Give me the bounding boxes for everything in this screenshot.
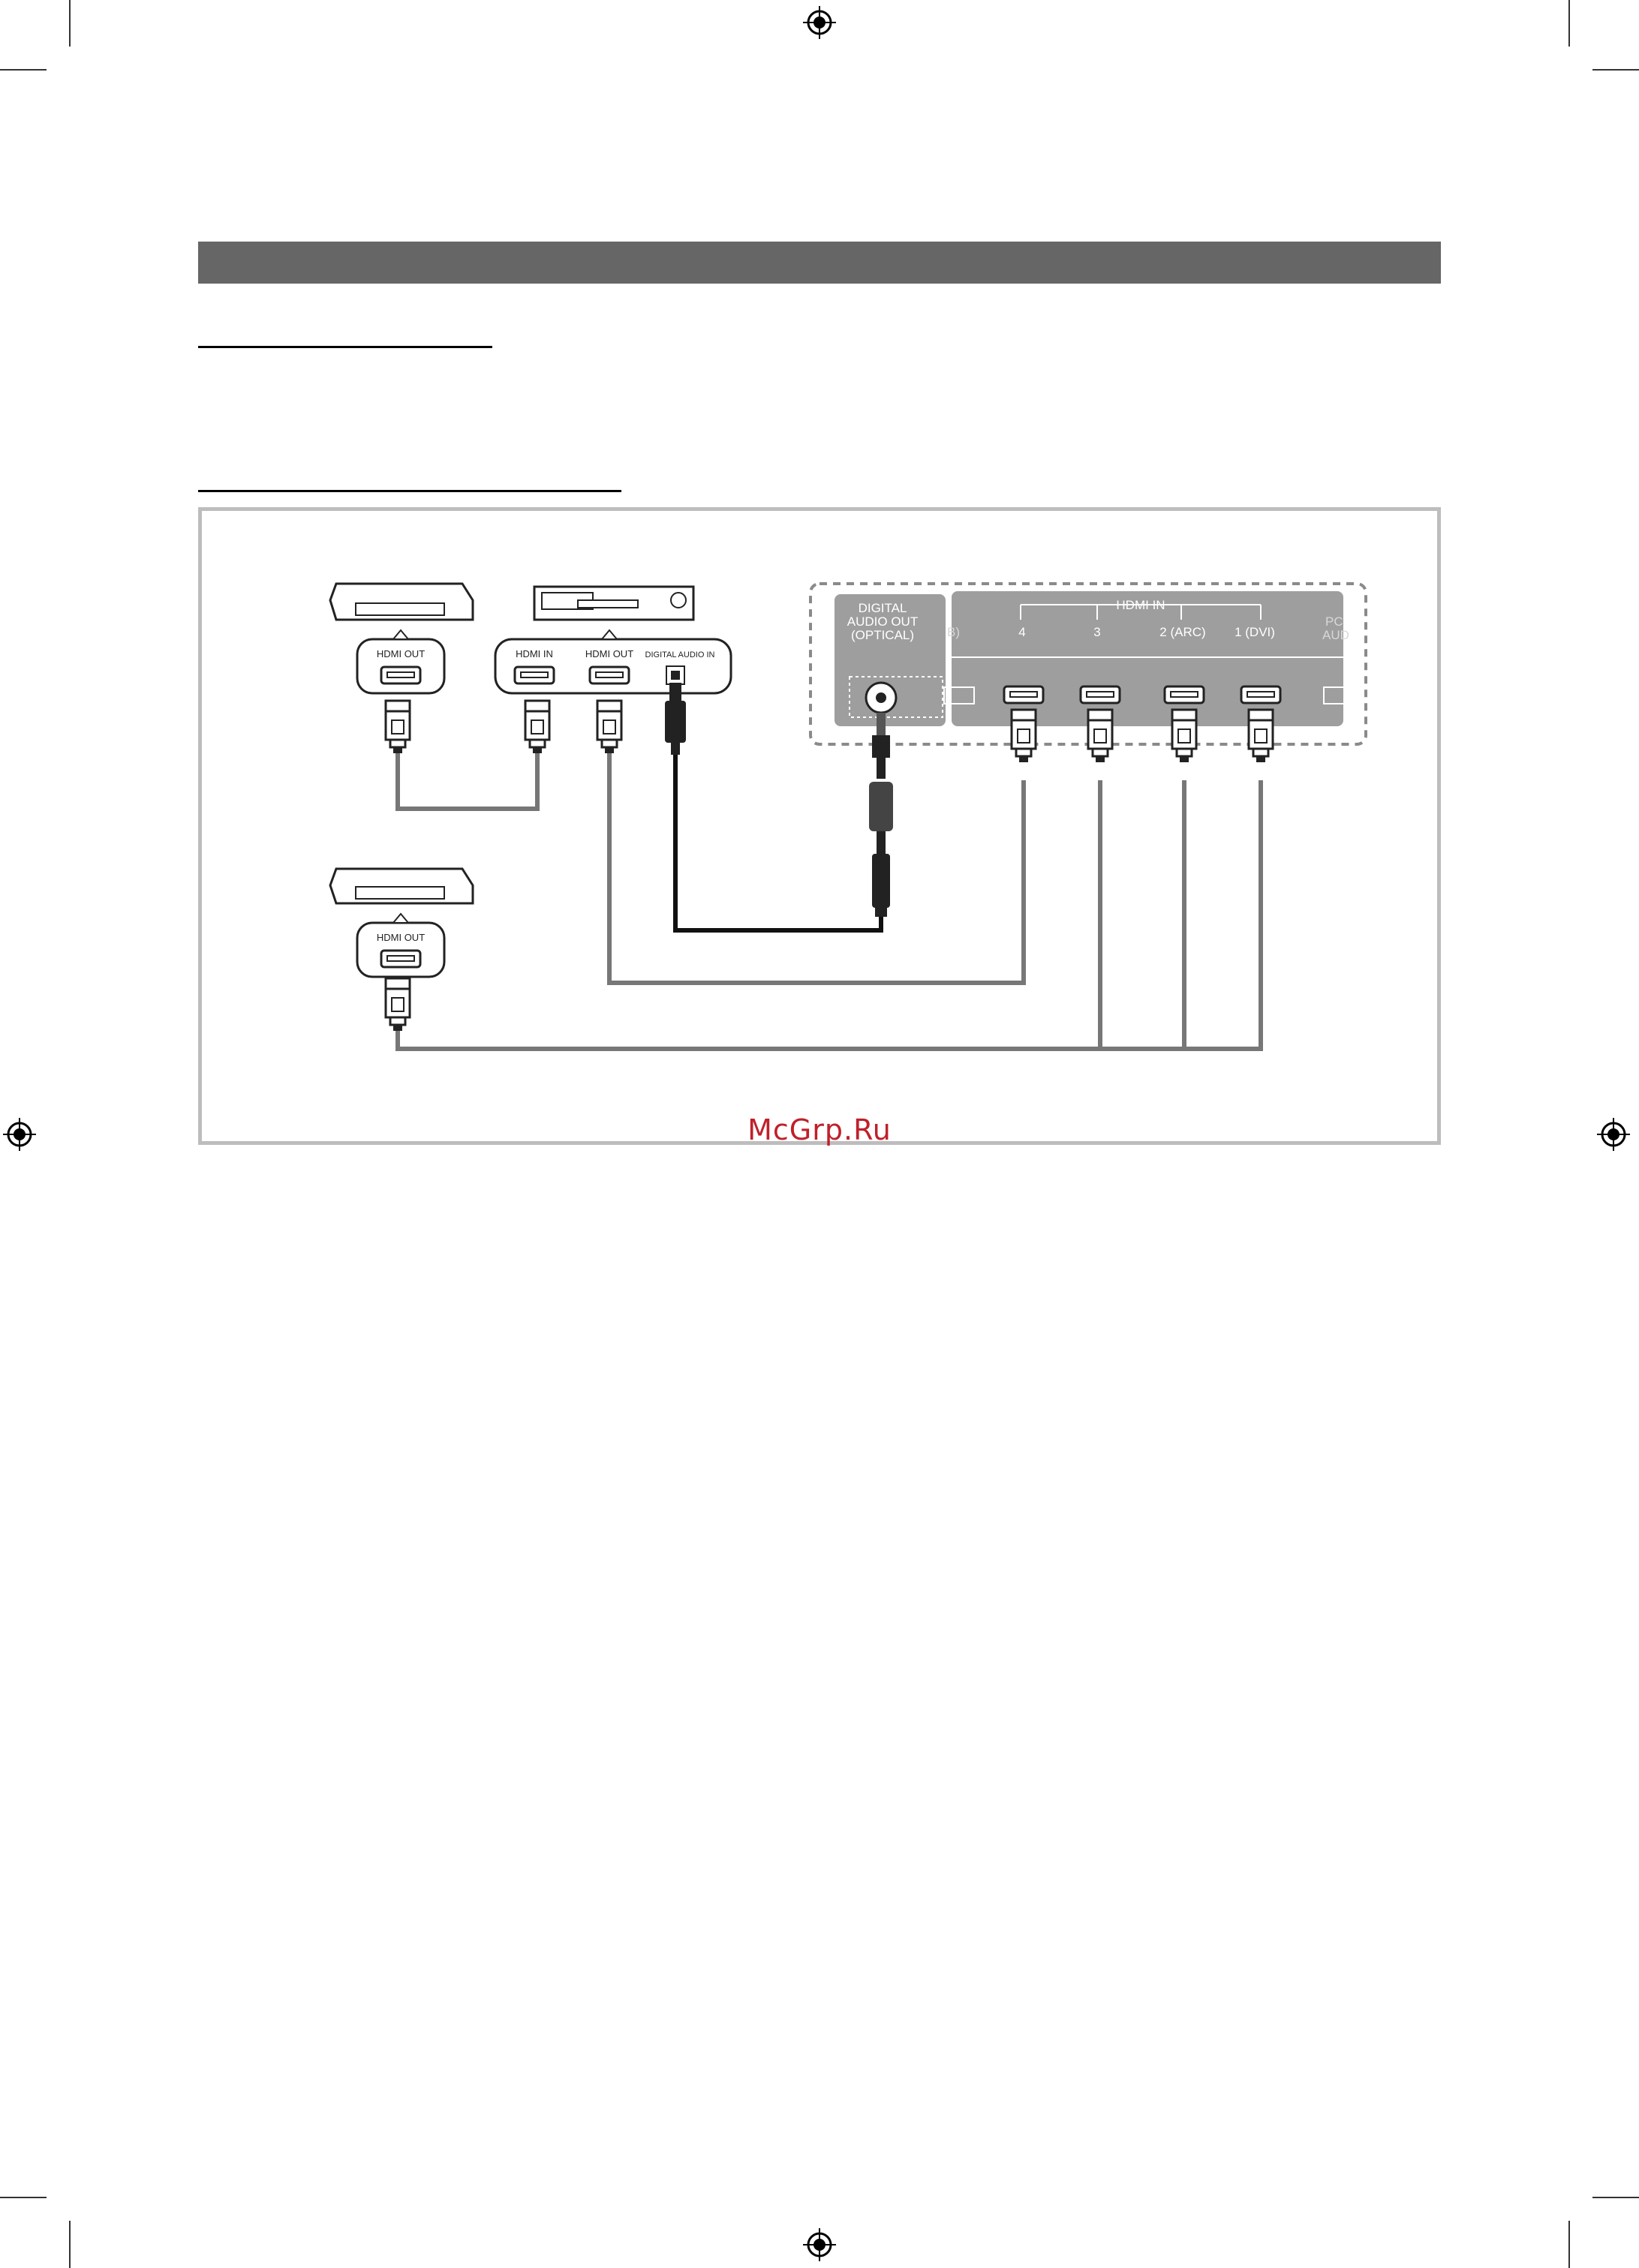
optical-label-line2: AUDIO OUT [847,614,919,629]
port-label-3: 3 [1093,625,1101,639]
device-top-port-label: HDMI OUT [376,648,426,659]
port-label-4: 4 [1018,625,1026,639]
cut-label-right-2: AUD [1322,628,1349,642]
watermark: McGrp.Ru [747,1113,892,1146]
hdmi-in-label: HDMI IN [1116,598,1165,612]
receiver-digital-audio-label: DIGITAL AUDIO IN [645,650,715,659]
optical-plug-tv-icon [869,713,893,917]
hdmi-cables [398,753,1261,1049]
hdmi-port-4-icon [1004,686,1043,703]
hdmi-port-3-icon [1081,686,1120,703]
hdmi-port-1-icon [1241,686,1280,703]
receiver-hdmi-out-label: HDMI OUT [585,648,634,659]
receiver-hdmi-in-label: HDMI IN [516,648,553,659]
device-bottom-port-label: HDMI OUT [376,932,426,943]
optical-label-line3: (OPTICAL) [850,628,915,642]
optical-cable [675,753,881,930]
cut-label-left: B) [947,625,960,639]
cut-label-right-1: PC [1325,614,1343,629]
port-label-2: 2 (ARC) [1159,625,1206,639]
port-label-1: 1 (DVI) [1235,625,1275,639]
optical-label-line1: DIGITAL [858,601,907,615]
hdmi-port-2-icon [1165,686,1204,703]
